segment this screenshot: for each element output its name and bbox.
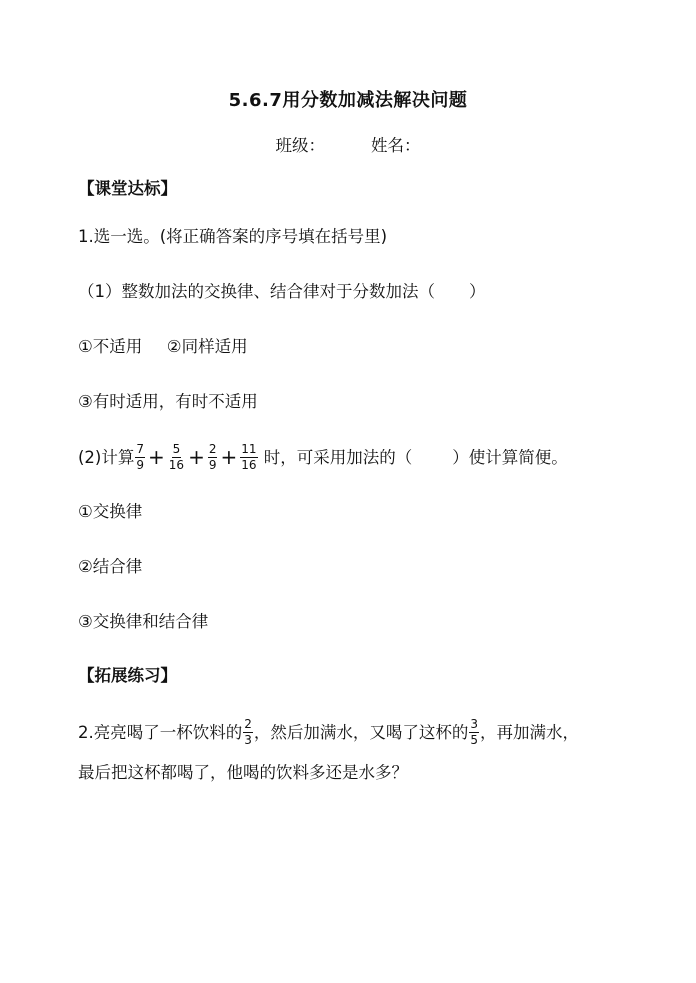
plus-sign: + bbox=[220, 444, 238, 469]
student-info-line bbox=[0, 132, 696, 156]
option-3: ③交换律和结合律 bbox=[78, 612, 209, 631]
question-1-2-prefix: (2)计算 bbox=[78, 448, 135, 467]
question-1-2-middle: 时，可采用加法的（ bbox=[258, 448, 413, 467]
question-2-part2: ，然后加满水，又喝了这杯的 bbox=[253, 723, 469, 742]
option-2: ②同样适用 bbox=[166, 337, 248, 356]
option-3: ③有时适用，有时不适用 bbox=[78, 392, 258, 411]
fraction-2-9: $\frac{2}{9}$ bbox=[208, 442, 217, 472]
question-1-2 bbox=[78, 444, 568, 473]
option-2: ②结合律 bbox=[78, 557, 143, 576]
section-heading-classroom: 【课堂达标】 bbox=[78, 179, 177, 198]
question-2-line-1 bbox=[78, 719, 579, 748]
option-1: ①不适用 bbox=[78, 337, 143, 356]
question-1-1-options bbox=[78, 337, 248, 357]
question-1-1-text: （1）整数加法的交换律、结合律对于分数加法（ bbox=[78, 282, 435, 301]
name-label: 姓名： bbox=[371, 136, 421, 155]
fraction-3-5: $\frac{3}{5}$ bbox=[470, 717, 479, 747]
question-2-part1: 2.亮亮喝了一杯饮料的 bbox=[78, 723, 243, 742]
question-1-1 bbox=[78, 282, 486, 302]
question-1-2-suffix: ）使计算简便。 bbox=[452, 448, 568, 467]
fraction-11-16: $\frac{11}{16}$ bbox=[241, 442, 257, 472]
page-title: 5.6.7用分数加减法解决问题 bbox=[228, 90, 468, 111]
plus-sign: + bbox=[188, 444, 205, 469]
plus-sign: + bbox=[148, 444, 165, 469]
option-1: ①交换律 bbox=[78, 502, 143, 521]
fraction-7-9: $\frac{7}{9}$ bbox=[136, 442, 145, 472]
section-heading-extension: 【拓展练习】 bbox=[78, 666, 177, 685]
class-label: 班级： bbox=[275, 136, 325, 155]
question-1-intro: 1.选一选。(将正确答案的序号填在括号里) bbox=[78, 227, 388, 246]
fraction-2-3: $\frac{2}{3}$ bbox=[244, 717, 252, 747]
question-2-part3: ，再加满水， bbox=[480, 723, 580, 742]
fraction-5-16: $\frac{5}{16}$ bbox=[168, 442, 185, 472]
question-1-1-close: ） bbox=[469, 282, 486, 301]
question-2-line-2: 最后把这杯都喝了，他喝的饮料多还是水多？ bbox=[78, 763, 408, 782]
